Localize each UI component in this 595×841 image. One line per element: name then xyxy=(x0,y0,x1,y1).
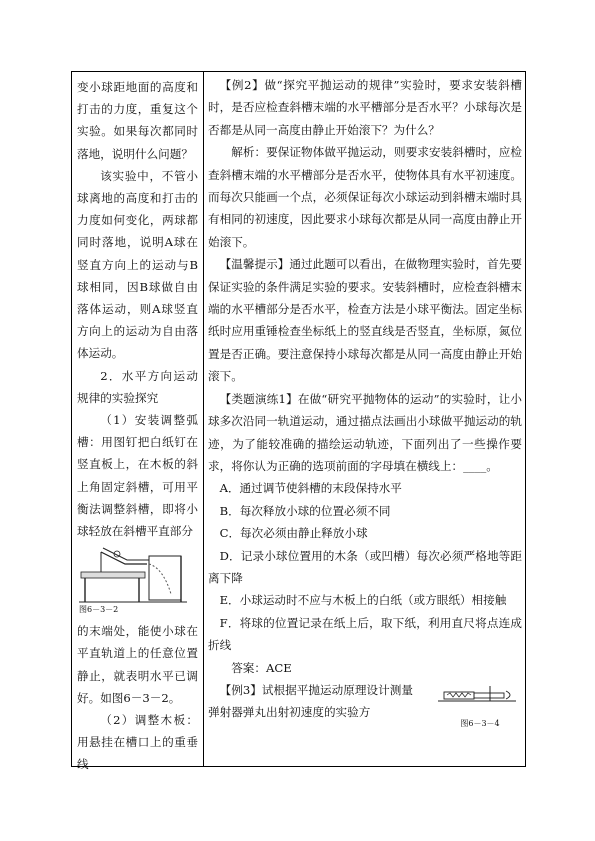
drill-1-answer: 答案：ACE xyxy=(231,660,292,675)
option-f: F．将球的位置记录在纸上后，取下纸，利用直尺将点连成折线 xyxy=(208,615,522,653)
example-2-analysis: 解析：要保证物体做平抛运动，则要求安装斜槽时，应检查斜槽末端的水平槽部分是否水平，使物体具有水平初速度。而每次只能画一个点，必须保证每次小球运动到斜槽末端时具有相同的初速度，因此要求小球每次都是从同一高度由静止开始滚下。 xyxy=(208,145,522,249)
column-divider xyxy=(203,71,204,767)
left-column xyxy=(77,76,198,776)
warm-tip: 【温馨提示】通过此题可以看出，在做物理实验时，首先要保证实验的条件满足实验的要求。安装斜槽时，应检查斜槽末端的水平槽部分是否水平，检查方法是小球平衡法。固定坐标纸时应用重锤检查坐标纸上的竖直线是否竖直，坐标原，氮位置是否正确。要注意保持小球每次都是从同一高度由静止开始滚下。 xyxy=(208,257,522,384)
figure-6-3-2 xyxy=(77,546,198,604)
left-paragraph-6: （2）调整木板：用悬挂在槽口上的重垂线 xyxy=(77,713,198,772)
figure-6-3-2-caption: 图6－3－2 xyxy=(79,605,119,615)
drill-1-question: 【类题演练1】在做“研究平抛物体的运动”的实验时，让小球多次沿同一轨道运动，通过描点法画出小球做平抛运动的轨迹，为了能较准确的描绘运动轨迹，下面列出了一些操作要求，将你认为正确的选项前面的字母填在横线上：____。 xyxy=(208,391,522,473)
example-2-question: 【例2】做“探究平抛运动的规律”实验时，要求安装斜槽时，是否应检查斜槽末端的水平槽部分是否水平？小球每次是否都是从同一高度由静止开始滚下？为什么？ xyxy=(208,78,522,137)
left-paragraph-2: 该实验中，不管小球离地的高度和打击的力度如何变化，两球都同时落地，说明A球在竖直方向上的运动与B球相同，因B球做自由落体运动，则A球竖直方向上的运动为自由落体运动。 xyxy=(77,168,198,361)
option-e: E．小球运动时不应与木板上的白纸（或方眼纸）相接触 xyxy=(219,593,507,608)
option-d: D．记录小球位置用的木条（或凹槽）每次必须严格地等距离下降 xyxy=(208,548,522,585)
option-c: C．每次必须由静止释放小球 xyxy=(219,526,368,541)
left-paragraph-1: 变小球距地面的高度和打击的力度，重复这个实验。如果每次都同时落地，说明什么问题？ xyxy=(77,80,198,161)
option-a: A．通过调节使斜槽的末段保持水平 xyxy=(219,481,402,496)
example-3-question: 【例3】试根据平抛运动原理设计测量弹射器弹丸出射初速度的实验方 xyxy=(208,682,413,720)
figure-6-3-4-caption: 图6－3－4 xyxy=(460,719,500,729)
option-b: B．每次释放小球的位置必须不同 xyxy=(219,503,391,518)
left-paragraph-4: （1）安装调整弧槽：用图钉把白纸钉在竖直板上，在木板的斜上角固定斜槽，可用平衡法调整斜槽，即将小球轻放在斜槽平直部分 xyxy=(77,413,198,539)
left-paragraph-5: 的末端处，能使小球在平直轨道上的任意位置静止，就表明水平已调好。如图6－3－2。 xyxy=(77,624,198,705)
ejector-illustration xyxy=(436,685,524,707)
slope-apparatus-illustration xyxy=(77,546,189,604)
example-3 xyxy=(208,679,522,729)
figure-6-3-4 xyxy=(436,685,524,734)
right-column xyxy=(208,74,522,729)
left-paragraph-3: 2．水平方向运动规律的实验探究 xyxy=(77,368,198,405)
